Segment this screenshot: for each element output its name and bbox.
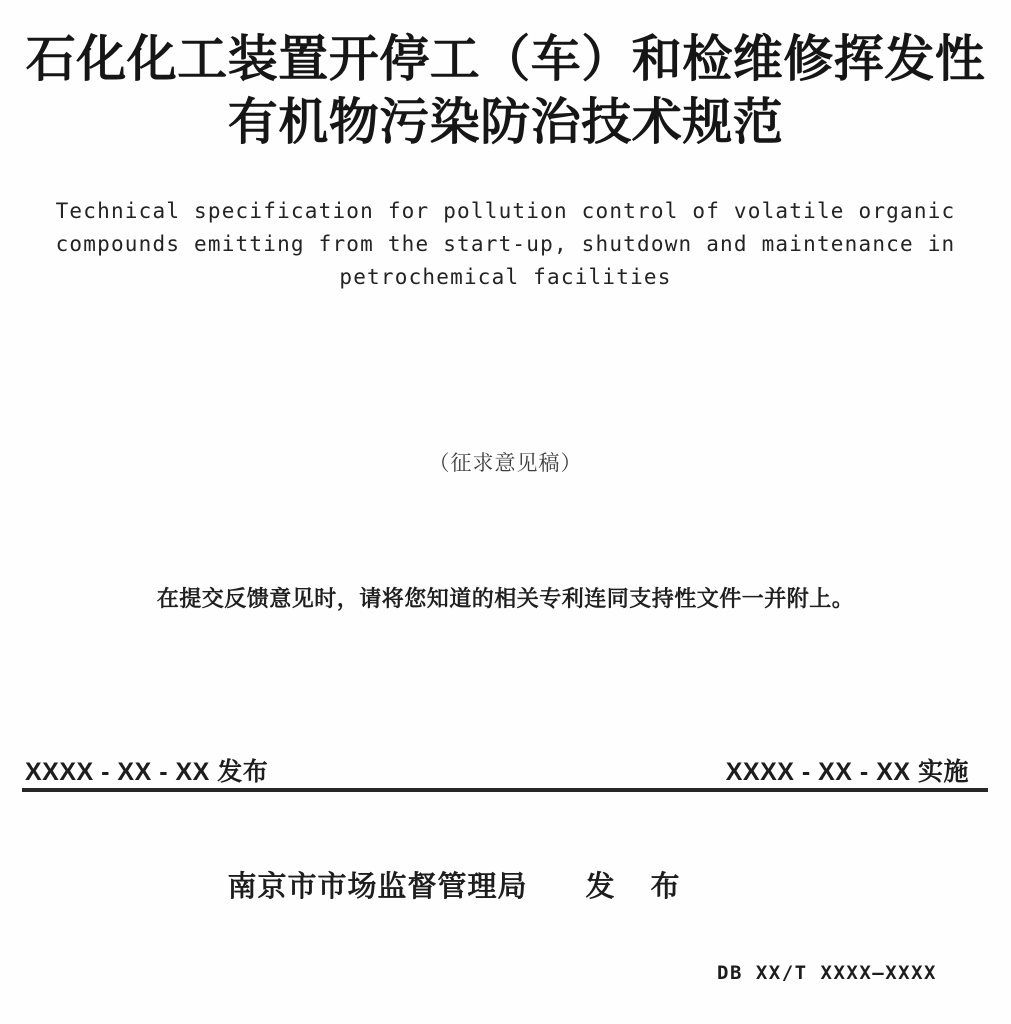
issue-date: XXXX - XX - XX 发布 — [25, 758, 269, 786]
subtitle-english-line2: compounds emitting from the start-up, shutdown and maintenance in — [55, 232, 956, 256]
standard-number: DB XX/T XXXX—XXXX — [717, 962, 937, 984]
main-title-line1: 石化化工装置开停工（车）和检维修挥发性 — [25, 31, 986, 87]
subtitle-english-line3: petrochemical facilities — [339, 265, 672, 289]
main-title-line2: 有机物污染防治技术规范 — [227, 94, 784, 150]
draft-status-label: （征求意见稿） — [428, 451, 583, 475]
publisher-name: 南京市市场监督管理局 — [227, 871, 528, 903]
dates-row — [25, 752, 969, 788]
divider-line — [22, 788, 988, 792]
publisher-row — [0, 864, 966, 905]
publish-action-label: 发 布 — [585, 871, 694, 903]
subtitle-english-line1: Technical specification for pollution control of volatile organic — [55, 199, 956, 223]
patent-notice: 在提交反馈意见时，请将您知道的相关专利连同支持性文件一并附上。 — [156, 586, 855, 611]
main-title-chinese — [0, 28, 1011, 154]
implementation-date: XXXX - XX - XX 实施 — [725, 758, 969, 786]
subtitle-english — [0, 195, 1011, 294]
